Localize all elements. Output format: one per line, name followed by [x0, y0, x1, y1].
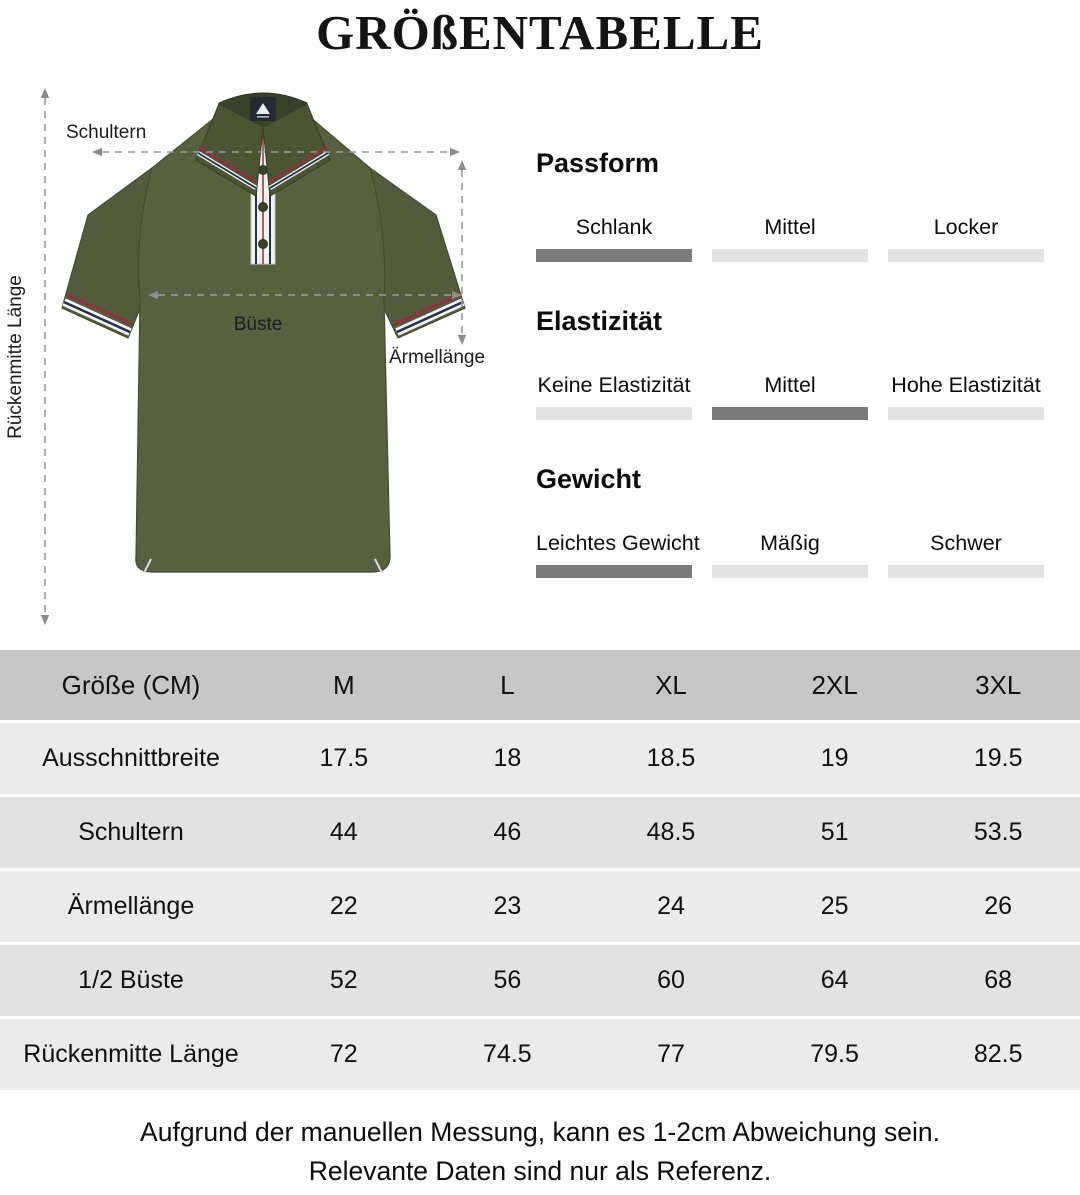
- row-label: Ausschnittbreite: [0, 723, 262, 794]
- attr-option: [536, 373, 692, 420]
- row-label: Rückenmitte Länge: [0, 1019, 262, 1090]
- cell-value: 24: [589, 871, 753, 942]
- cell-value: 52: [262, 945, 426, 1016]
- table-header-row: [0, 650, 1080, 720]
- table-row: [0, 723, 1080, 794]
- note-line: Relevante Daten sind nur als Referenz.: [308, 1156, 772, 1186]
- cell-value: 22: [262, 871, 426, 942]
- cell-value: 68: [916, 945, 1080, 1016]
- table-row: [0, 945, 1080, 1016]
- column-header: Größe (CM): [0, 650, 262, 720]
- label-back-length: Rückenmitte Länge: [5, 275, 26, 439]
- attr-option: [712, 531, 868, 578]
- column-header: 2XL: [753, 650, 917, 720]
- cell-value: 19: [753, 723, 917, 794]
- cell-value: 18.5: [589, 723, 753, 794]
- attr-option: [536, 215, 692, 262]
- row-label: Ärmellänge: [0, 871, 262, 942]
- attr-option-label: Leichtes Gewicht: [536, 531, 700, 555]
- attr-section-gewicht: [512, 464, 1068, 578]
- cell-value: 17.5: [262, 723, 426, 794]
- cell-value: 82.5: [916, 1019, 1080, 1090]
- cell-value: 60: [589, 945, 753, 1016]
- attr-option: [888, 531, 1044, 578]
- button: [259, 166, 268, 175]
- cell-value: 53.5: [916, 797, 1080, 868]
- table-row: [0, 797, 1080, 868]
- size-table: [0, 650, 1080, 1093]
- column-header: L: [426, 650, 590, 720]
- attr-option: [712, 373, 868, 420]
- cell-value: 64: [753, 945, 917, 1016]
- attr-title: Passform: [536, 148, 660, 178]
- label-sleeve-length: Ärmellänge: [388, 347, 486, 368]
- attr-option-label: Schwer: [930, 531, 1002, 555]
- column-header: 3XL: [916, 650, 1080, 720]
- attr-option-label: Mittel: [764, 215, 816, 239]
- cell-value: 74.5: [426, 1019, 590, 1090]
- footer-notes: [0, 1113, 1080, 1191]
- attr-option-label: Locker: [933, 215, 999, 239]
- attr-option: [888, 215, 1044, 262]
- button: [259, 240, 268, 249]
- attr-option: [712, 215, 868, 262]
- attr-section-elastizitaet: [512, 306, 1068, 420]
- attr-option-label: Mäßig: [760, 531, 820, 555]
- table-row: [0, 871, 1080, 942]
- attr-title: Gewicht: [536, 464, 642, 494]
- cell-value: 77: [589, 1019, 753, 1090]
- attr-option-label: Mittel: [764, 373, 816, 397]
- attr-level-bar: [888, 407, 1044, 420]
- row-label: Schultern: [0, 797, 262, 868]
- column-header: M: [262, 650, 426, 720]
- cell-value: 48.5: [589, 797, 753, 868]
- label-bust: Büste: [233, 314, 283, 335]
- attr-level-bar: [712, 249, 868, 262]
- cell-value: 26: [916, 871, 1080, 942]
- cell-value: 72: [262, 1019, 426, 1090]
- attr-option-label: Hohe Elastizität: [891, 373, 1041, 397]
- attr-level-bar: [888, 565, 1044, 578]
- attr-level-bar: [712, 565, 868, 578]
- cell-value: 79.5: [753, 1019, 917, 1090]
- cell-value: 23: [426, 871, 590, 942]
- row-label: 1/2 Büste: [0, 945, 262, 1016]
- attr-level-bar: [536, 249, 692, 262]
- cell-value: 56: [426, 945, 590, 1016]
- attr-option: [888, 373, 1044, 420]
- button: [259, 203, 268, 212]
- page-title: GRÖßENTABELLE: [316, 5, 764, 60]
- polo-shirt-illustration: [0, 0, 500, 660]
- note-line: Aufgrund der manuellen Messung, kann es 1-2cm Abweichung sein.: [140, 1117, 940, 1147]
- cell-value: 44: [262, 797, 426, 868]
- attributes-panel: [512, 148, 1068, 622]
- cell-value: 25: [753, 871, 917, 942]
- attr-option: [536, 531, 700, 578]
- label-shoulders: Schultern: [66, 122, 147, 143]
- attr-option-label: Schlank: [575, 215, 653, 239]
- cell-value: 19.5: [916, 723, 1080, 794]
- cell-value: 46: [426, 797, 590, 868]
- column-header: XL: [589, 650, 753, 720]
- attr-level-bar: [536, 565, 692, 578]
- cell-value: 51: [753, 797, 917, 868]
- attr-level-bar: [536, 407, 692, 420]
- cell-value: 18: [426, 723, 590, 794]
- table-row: [0, 1019, 1080, 1090]
- attr-level-bar: [888, 249, 1044, 262]
- attr-option-label: Keine Elastizität: [537, 373, 691, 397]
- attr-level-bar: [712, 407, 868, 420]
- attr-section-passform: [512, 148, 1068, 262]
- attr-title: Elastizität: [536, 306, 663, 336]
- brand-tag: [250, 97, 276, 121]
